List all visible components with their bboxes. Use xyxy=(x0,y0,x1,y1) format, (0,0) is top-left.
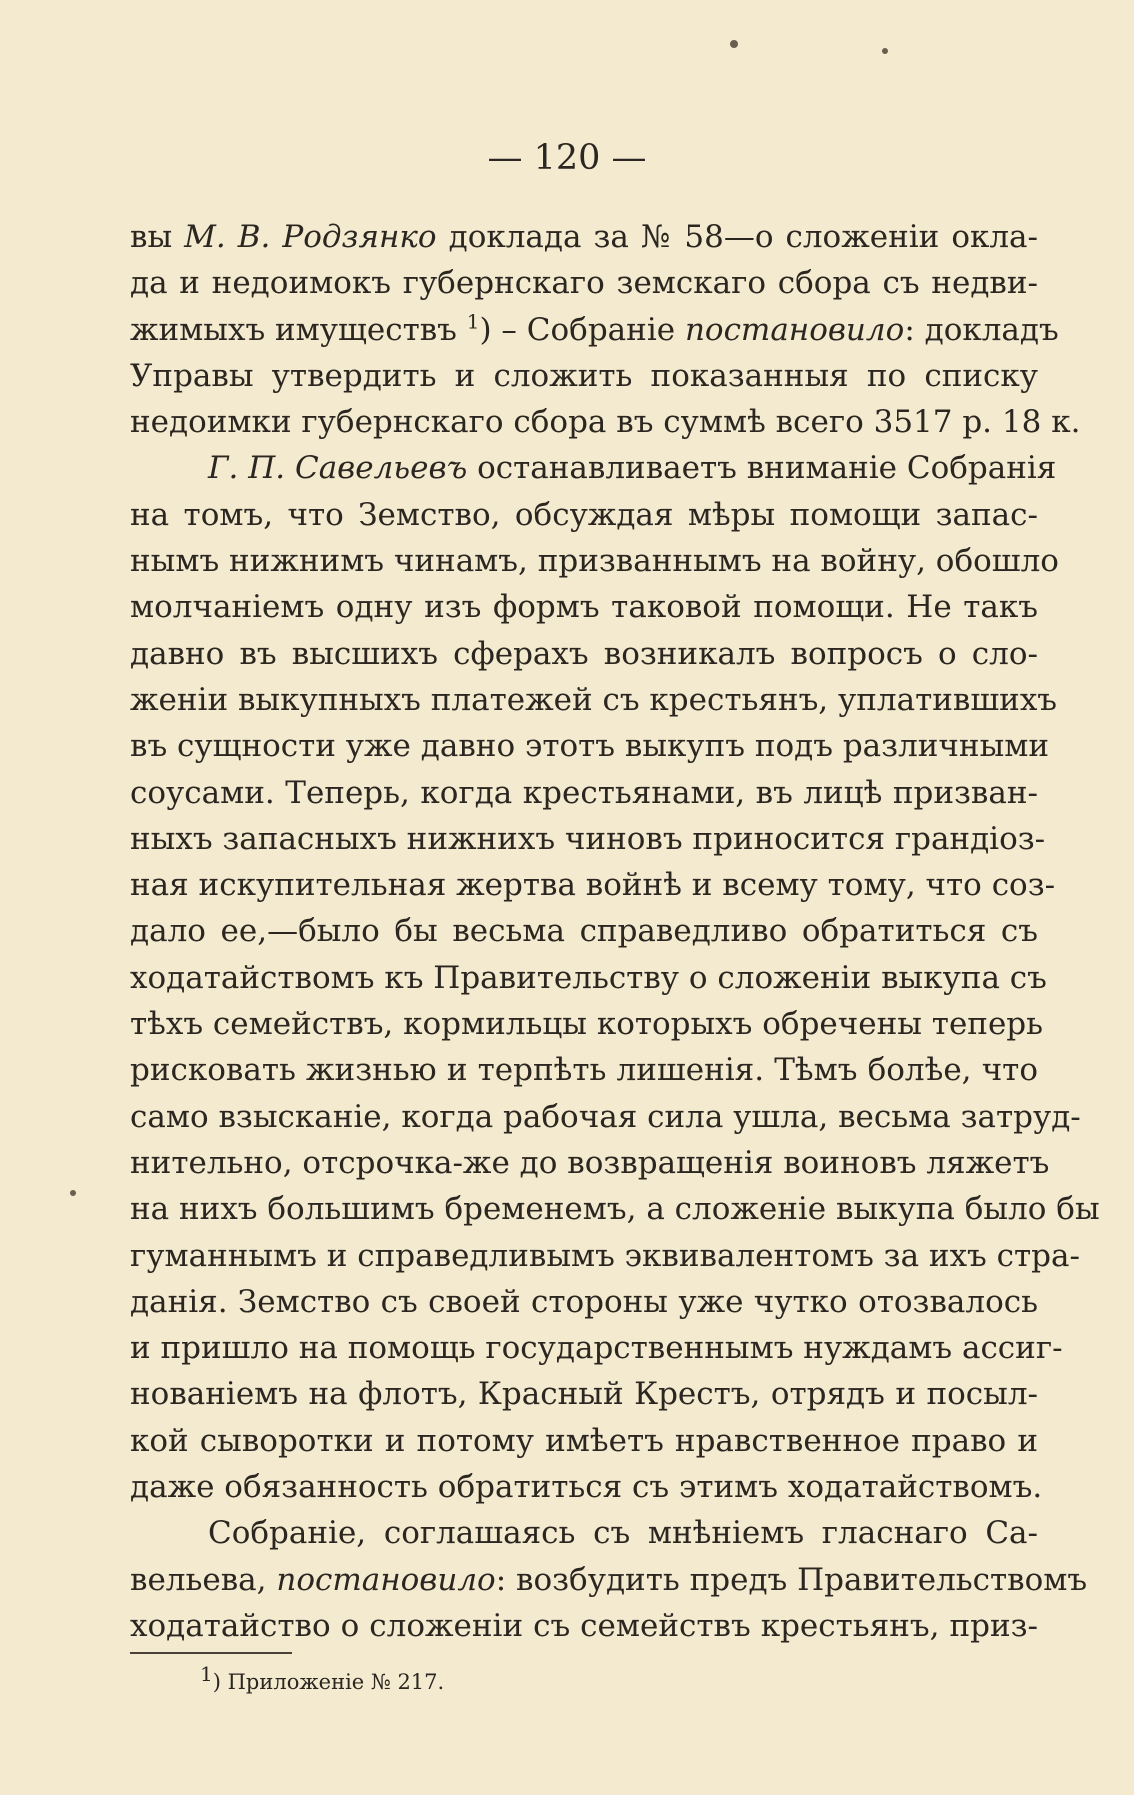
text-run: и пришло на помощь государственнымъ нуждамъ ассиг- xyxy=(130,1330,1063,1367)
text-line xyxy=(130,260,1038,306)
text-run: ходатайство о сложеніи съ семействъ крестьянъ, приз- xyxy=(130,1607,1038,1644)
text-run: доклада за № 58—о сложеніи окла- xyxy=(436,219,1039,255)
text-run: дало ее,—было бы весьма справедливо обратиться съ xyxy=(130,913,1038,950)
text-line xyxy=(130,353,1038,399)
text-run: нованіемъ на флотъ, Красный Крестъ, отрядъ и посыл- xyxy=(130,1376,1038,1413)
text-line xyxy=(130,1418,1038,1464)
text-run: да и недоимокъ губернскаго земскаго сбора съ недви- xyxy=(130,265,1038,302)
text-run: соусами. Теперь, когда крестьянами, въ лицѣ призван- xyxy=(130,774,1038,811)
text-line xyxy=(130,1603,1038,1649)
text-line xyxy=(130,1371,1038,1417)
emphasis-text: М. В. Родзянко xyxy=(184,219,437,255)
text-run: недоимки губернскаго сбора въ суммѣ всего 3517 р. 18 к. xyxy=(130,404,1081,441)
text-run: : возбудить предъ Правительствомъ xyxy=(495,1561,1088,1598)
footnote-ref: 1 xyxy=(466,309,480,334)
paper-speck xyxy=(730,40,738,48)
text-run: рисковать жизнью и терпѣть лишенія. Тѣмъ болѣе, что xyxy=(130,1052,1038,1089)
text-line xyxy=(130,538,1059,584)
text-line xyxy=(130,1094,1081,1140)
text-line xyxy=(130,1557,1088,1603)
text-run: гуманнымъ и справедливымъ эквивалентомъ за ихъ стра- xyxy=(130,1237,1080,1274)
text-run: даже обязанность обратиться съ этимъ ходатайствомъ. xyxy=(130,1469,1043,1506)
text-line xyxy=(130,631,1038,677)
text-run: ная искупительная жертва войнѣ и всему тому, что соз- xyxy=(130,867,1056,904)
text-line xyxy=(130,908,1038,954)
text-line xyxy=(130,445,1057,491)
text-line xyxy=(130,723,1050,769)
text-run: ныхъ запасныхъ нижнихъ чиновъ приносится грандіоз- xyxy=(130,820,1046,857)
page-number: — 120 — xyxy=(487,138,647,178)
emphasis-text: постановило xyxy=(684,311,905,348)
emphasis-text: постановило xyxy=(276,1561,496,1598)
text-run: ходатайствомъ къ Правительству о сложеніи выкупа съ xyxy=(130,959,1047,996)
text-run: тѣхъ семействъ, кормильцы которыхъ обречены теперь xyxy=(130,1006,1044,1043)
text-line xyxy=(130,214,1038,260)
text-run: нымъ нижнимъ чинамъ, призваннымъ на войну, обошло xyxy=(130,543,1059,580)
text-run: кой сыворотки и потому имѣетъ нравственное право и xyxy=(130,1422,1038,1459)
text-run: данія. Земство съ своей стороны уже чутко отозвалось xyxy=(130,1283,1038,1320)
body-text xyxy=(130,214,1100,1649)
paper-speck xyxy=(882,48,888,54)
footnote xyxy=(200,1662,445,1695)
footnote-rule xyxy=(130,1652,292,1654)
text-line xyxy=(130,492,1038,538)
text-run: : докладъ xyxy=(904,311,1059,348)
text-line xyxy=(130,1140,1050,1186)
text-run: Управы утвердить и сложить показанныя по списку xyxy=(130,357,1038,394)
text-run: вельева, xyxy=(130,1561,277,1598)
text-line xyxy=(130,1325,1063,1371)
text-line xyxy=(130,1186,1100,1232)
text-run: молчаніемъ одну изъ формъ таковой помощи. Не такъ xyxy=(130,589,1038,626)
text-run: Собраніе, соглашаясь съ мнѣніемъ гласнаго Са- xyxy=(208,1515,1038,1552)
text-line xyxy=(130,816,1046,862)
text-line xyxy=(130,1464,1043,1510)
text-line xyxy=(130,770,1038,816)
text-line xyxy=(130,1233,1080,1279)
text-run: жимыхъ имуществъ xyxy=(130,311,467,348)
text-line xyxy=(130,399,1081,445)
text-line xyxy=(130,955,1047,1001)
text-line xyxy=(130,1001,1044,1047)
text-run: вы xyxy=(130,219,185,255)
text-run: въ сущности уже давно этотъ выкупъ подъ различными xyxy=(130,728,1050,765)
text-line xyxy=(130,677,1058,723)
text-line xyxy=(130,1510,1038,1556)
text-line xyxy=(130,862,1056,908)
text-run: нительно, отсрочка-же до возвращенія воиновъ ляжетъ xyxy=(130,1144,1050,1181)
text-run: женіи выкупныхъ платежей съ крестьянъ, уплатившихъ xyxy=(130,681,1058,718)
text-line xyxy=(130,1279,1038,1325)
paper-speck xyxy=(70,1190,76,1196)
text-line xyxy=(130,1047,1038,1093)
text-line xyxy=(130,307,1059,353)
text-run: само взысканіе, когда рабочая сила ушла, весьма затруд- xyxy=(130,1098,1081,1135)
text-run: ) – Собраніе xyxy=(479,311,685,348)
text-run: останавливаетъ вниманіе Собранія xyxy=(467,450,1057,487)
text-run: на томъ, что Земство, обсуждая мѣры помощи запас- xyxy=(130,496,1038,533)
footnote-text: ) Приложеніе № 217. xyxy=(212,1670,445,1694)
text-line xyxy=(130,584,1038,630)
text-run: давно въ высшихъ сферахъ возникалъ вопросъ о сло- xyxy=(130,635,1038,672)
footnote-marker: 1 xyxy=(200,1662,213,1686)
emphasis-text: Г. П. Савельевъ xyxy=(208,450,468,487)
text-run: на нихъ большимъ бременемъ, а сложеніе выкупа было бы xyxy=(130,1191,1100,1228)
